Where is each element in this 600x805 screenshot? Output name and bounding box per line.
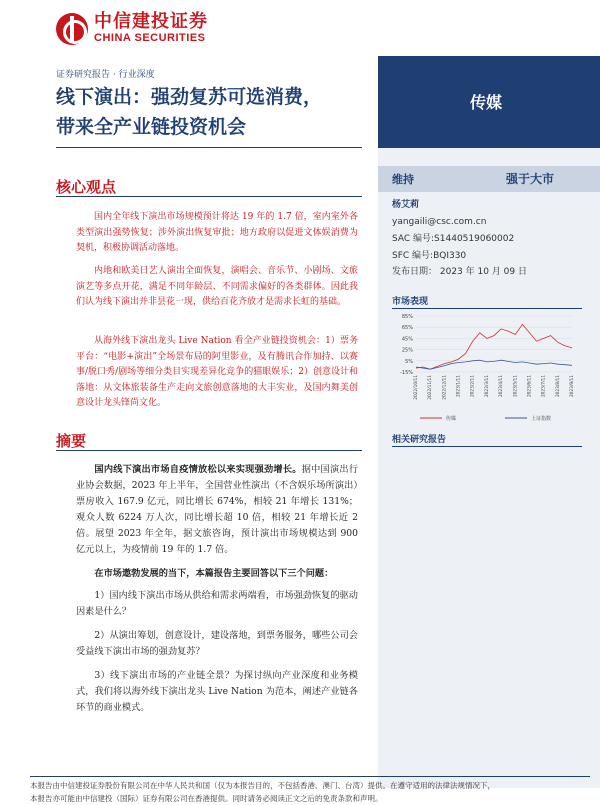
- y-tick-label: 65%: [401, 325, 413, 332]
- company-name-en: CHINA SECURITIES: [94, 32, 206, 44]
- chart-divider: [392, 308, 582, 309]
- legend-label: 上证指数: [531, 416, 552, 422]
- y-tick-label: 85%: [401, 314, 413, 320]
- market-performance-chart: [390, 310, 580, 425]
- footer-line-2: 本报告亦可能由中信建投（国际）证券有限公司在香港提供。同时请务必阅读正文之后的免责条款和声明。: [30, 794, 383, 803]
- analyst-sac: SAC 编号:S1440519060002: [392, 234, 515, 244]
- company-name-cn: 中信建投证券: [94, 11, 208, 32]
- related-divider: [392, 446, 582, 447]
- y-tick-label: 25%: [401, 347, 413, 354]
- core-paragraph-3: 从海外线下演出龙头 Live Nation 看全产业链投资机会：1）票务平台：“电影+演出”全场景布局的阿里影业，及有腾讯合作加持、以赛事/脱口秀/剧场等细分类目实现差异化竞争的猫眼娱乐；2）创意设计和落地：从文体旅装备生产走向文旅创意落地的大丰实业，及国内舞美创意设计龙头锋尚文化。: [76, 336, 358, 408]
- x-tick-label: 2022/10/11: [414, 375, 419, 400]
- x-tick-label: 2023/1/11: [456, 375, 462, 398]
- core-paragraph-1: 国内全年线下演出市场规模预计将达 19 年的 1.7 倍，室内室外各类型演出强势恢复；涉外演出恢复审批；地方政府以促进文体娱消费为契机，积极协调活动落地。: [76, 212, 358, 253]
- x-tick-label: 2023/3/11: [484, 375, 490, 398]
- core-paragraph-2: 内地和欧美日艺人演出全面恢复，演唱会、音乐节、小剧场、文旅演艺等多点开花，满足不同年龄层、不同需求偏好的各类群体。因此我们认为线下演出并非昙花一现，供给百花齐放才是需求长虹的基础。: [76, 266, 358, 307]
- question-3: 3）线下演出市场的产业链全景？为探讨纵向产业深度和业务模式，我们将以海外线下演出龙头 Live Nation 为范本，阐述产业链各环节的商业模式。: [76, 670, 358, 713]
- report-type: 证券研究报告 · 行业深度: [56, 70, 155, 80]
- summary-title: 摘要: [56, 432, 87, 450]
- summary-lead: 国内线下演出市场自疫情放松以来实现强劲增长。: [94, 464, 302, 475]
- footer-line-1: 本报告由中信建投证券股份有限公司在中华人民共和国（仅为本报告目的，不包括香港、澳门、台湾）提供。在遵守适用的法律法规情况下，: [30, 781, 495, 790]
- core-view-divider: [56, 196, 362, 197]
- title-line-1: 线下演出：强劲复苏可选消费，: [56, 86, 323, 108]
- y-tick-label: -15%: [400, 370, 413, 376]
- y-tick-label: 45%: [401, 336, 413, 343]
- summary-questions-intro: 在市场遨勃发展的当下，本篇报告主要回答以下三个问题：: [94, 568, 334, 579]
- company-logo: [56, 12, 208, 45]
- rating-value: 强于大市: [506, 172, 555, 186]
- x-tick-label: 2022/12/11: [442, 375, 448, 400]
- x-tick-label: 2023/7/11: [541, 375, 547, 398]
- y-tick-label: 5%: [405, 358, 413, 365]
- x-tick-label: 2022/11/11: [428, 375, 434, 400]
- question-1: 1）国内线下演出市场从供给和需求两端看，市场强劲恢复的驱动因素是什么？: [76, 590, 358, 617]
- legend-label: 传媒: [446, 416, 457, 422]
- summary-paragraph-1: [76, 462, 358, 558]
- analyst-info: [392, 197, 514, 265]
- title-line-2: 带来全产业链投资机会: [56, 116, 247, 138]
- x-tick-label: 2023/9/11: [570, 375, 575, 398]
- series-line: [416, 360, 572, 369]
- x-tick-label: 2023/8/11: [555, 375, 561, 398]
- analyst-email: yangaili@csc.com.cn: [392, 217, 487, 227]
- analyst-name: 杨艾莉: [392, 200, 420, 210]
- x-tick-label: 2023/5/11: [513, 375, 519, 398]
- x-tick-label: 2023/2/11: [470, 375, 476, 398]
- chart-title: 市场表现: [392, 297, 429, 307]
- disclaimer-footer: [30, 779, 590, 805]
- x-tick-label: 2023/6/11: [527, 375, 533, 398]
- report-title: [56, 82, 356, 142]
- analyst-sfc: SFC 编号:BQI330: [392, 251, 467, 261]
- x-tick-label: 2023/4/11: [499, 375, 505, 398]
- series-line: [416, 324, 572, 369]
- related-reports-title: 相关研究报告: [392, 435, 447, 445]
- footer-divider: [30, 776, 590, 777]
- citic-logo-icon: [56, 13, 88, 45]
- title-divider: [56, 147, 362, 148]
- question-2: 2）从演出筹划，创意设计，建设落地，到票务服务，哪些公司会受益线下演出市场的强劲复苏？: [76, 630, 358, 657]
- rating-action: 维持: [392, 173, 414, 186]
- summary-divider: [56, 450, 362, 451]
- industry-label: 传媒: [470, 93, 503, 112]
- summary-body: 据中国演出行业协会数据，2023 年上半年，全国营业性演出（不含娱乐场所演出）票房收入 167.9 亿元，同比增长 674%，相较 21 年增长 131%；观众人数 6224 万人次，同比增长超 10 倍，相较 21 年增长近 2 倍。展望 2023 年全年，据文旅咨询，预计演出市场规模达到 900 亿元以上，为疫情前 19 年的 1.7 倍。: [76, 464, 359, 555]
- core-view-title: 核心观点: [56, 178, 117, 196]
- publish-date: 发布日期： 2023 年 10 月 09 日: [392, 267, 527, 277]
